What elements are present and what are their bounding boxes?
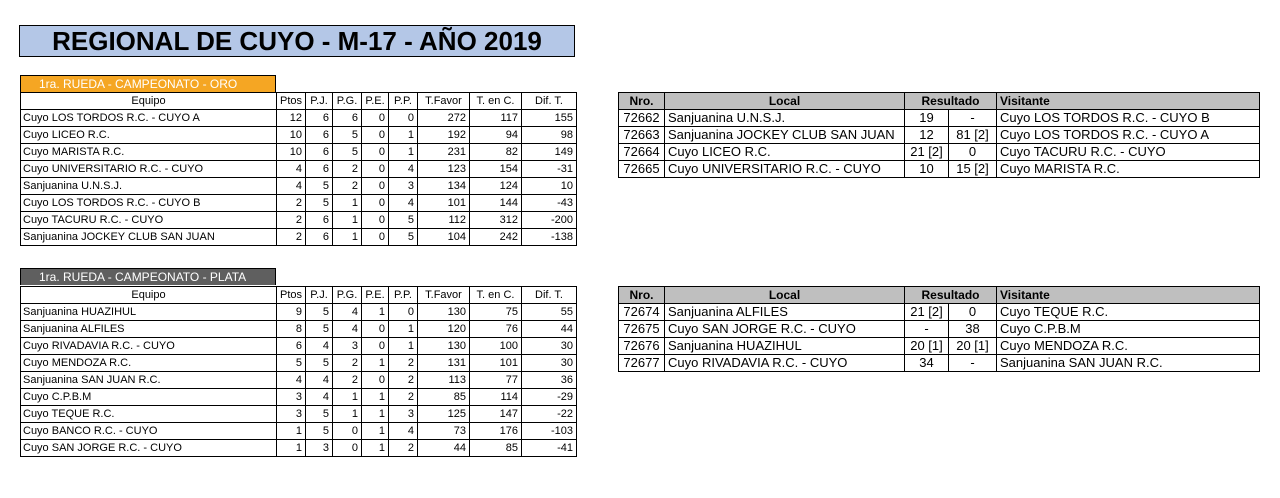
- team-name: Sanjuanina ALFILES: [21, 321, 277, 338]
- stat-cell: 12: [277, 110, 306, 127]
- stat-cell: 101: [470, 355, 522, 372]
- stat-cell: 5: [306, 355, 333, 372]
- stat-cell: 0: [362, 229, 389, 246]
- column-header: P.G.: [333, 93, 362, 110]
- column-header: Dif. T.: [522, 93, 577, 110]
- column-header: Local: [665, 287, 905, 304]
- stat-cell: 155: [522, 110, 577, 127]
- local-team: Cuyo SAN JORGE R.C. - CUYO: [665, 321, 905, 338]
- stat-cell: 1: [333, 212, 362, 229]
- stat-cell: 112: [418, 212, 470, 229]
- team-name: Cuyo C.P.B.M: [21, 389, 277, 406]
- table-row: [21, 212, 577, 229]
- stat-cell: 6: [333, 110, 362, 127]
- local-team: Sanjuanina ALFILES: [665, 304, 905, 321]
- team-name: Cuyo LOS TORDOS R.C. - CUYO B: [21, 195, 277, 212]
- stat-cell: 117: [470, 110, 522, 127]
- stat-cell: 149: [522, 144, 577, 161]
- stat-cell: 85: [418, 389, 470, 406]
- stat-cell: 2: [277, 195, 306, 212]
- local-score: 34: [905, 355, 949, 372]
- stat-cell: 6: [306, 212, 333, 229]
- table-row: [21, 440, 577, 457]
- stat-cell: 0: [362, 161, 389, 178]
- team-name: Sanjuanina U.N.S.J.: [21, 178, 277, 195]
- visitor-team: Cuyo C.P.B.M: [997, 321, 1260, 338]
- column-header: T.Favor: [418, 287, 470, 304]
- stat-cell: 0: [389, 110, 418, 127]
- local-team: Cuyo RIVADAVIA R.C. - CUYO: [665, 355, 905, 372]
- table-row: [21, 423, 577, 440]
- matches-header-row: [619, 287, 1260, 304]
- stat-cell: 4: [277, 372, 306, 389]
- stat-cell: 130: [418, 338, 470, 355]
- stat-cell: -200: [522, 212, 577, 229]
- stat-cell: 0: [333, 440, 362, 457]
- stat-cell: -103: [522, 423, 577, 440]
- stat-cell: 1: [333, 229, 362, 246]
- stat-cell: 3: [389, 406, 418, 423]
- stat-cell: -22: [522, 406, 577, 423]
- column-header: T.Favor: [418, 93, 470, 110]
- column-header: Ptos: [277, 93, 306, 110]
- visitor-score: -: [949, 355, 997, 372]
- stat-cell: 5: [306, 304, 333, 321]
- table-row: [21, 229, 577, 246]
- stat-cell: 3: [333, 338, 362, 355]
- table-row: [619, 110, 1260, 127]
- stat-cell: 131: [418, 355, 470, 372]
- local-score: 21 [2]: [905, 304, 949, 321]
- stat-cell: 2: [389, 389, 418, 406]
- stat-cell: 4: [389, 423, 418, 440]
- table-row: [21, 338, 577, 355]
- stat-cell: 0: [362, 212, 389, 229]
- stat-cell: 98: [522, 127, 577, 144]
- stat-cell: 44: [522, 321, 577, 338]
- stat-cell: 1: [389, 338, 418, 355]
- stat-cell: 104: [418, 229, 470, 246]
- stat-cell: -31: [522, 161, 577, 178]
- visitor-score: 0: [949, 304, 997, 321]
- stat-cell: 312: [470, 212, 522, 229]
- stat-cell: 1: [333, 195, 362, 212]
- match-number: 72663: [619, 127, 665, 144]
- stat-cell: 124: [470, 178, 522, 195]
- team-name: Cuyo LICEO R.C.: [21, 127, 277, 144]
- stat-cell: 30: [522, 355, 577, 372]
- match-number: 72677: [619, 355, 665, 372]
- stat-cell: 4: [333, 304, 362, 321]
- stat-cell: 4: [277, 178, 306, 195]
- visitor-score: 81 [2]: [949, 127, 997, 144]
- stat-cell: 1: [389, 321, 418, 338]
- stat-cell: 0: [389, 304, 418, 321]
- column-header: Nro.: [619, 93, 665, 110]
- stat-cell: 154: [470, 161, 522, 178]
- stat-cell: 30: [522, 338, 577, 355]
- visitor-team: Cuyo MENDOZA R.C.: [997, 338, 1260, 355]
- team-name: Sanjuanina JOCKEY CLUB SAN JUAN: [21, 229, 277, 246]
- stat-cell: 1: [333, 389, 362, 406]
- local-team: Sanjuanina U.N.S.J.: [665, 110, 905, 127]
- visitor-team: Cuyo TEQUE R.C.: [997, 304, 1260, 321]
- stat-cell: 101: [418, 195, 470, 212]
- standings-header-row: [21, 93, 577, 110]
- stat-cell: 0: [362, 195, 389, 212]
- match-number: 72665: [619, 161, 665, 178]
- table-row: [619, 127, 1260, 144]
- stat-cell: 1: [362, 304, 389, 321]
- stat-cell: 5: [389, 229, 418, 246]
- stat-cell: 5: [333, 127, 362, 144]
- column-header: Equipo: [21, 287, 277, 304]
- oro-section-label: 1ra. RUEDA - CAMPEONATO - ORO: [20, 75, 276, 92]
- column-header: P.E.: [362, 287, 389, 304]
- table-row: [619, 144, 1260, 161]
- visitor-team: Cuyo LOS TORDOS R.C. - CUYO A: [997, 127, 1260, 144]
- column-header: Visitante: [997, 287, 1260, 304]
- stat-cell: 5: [306, 423, 333, 440]
- stat-cell: 0: [362, 127, 389, 144]
- visitor-team: Cuyo LOS TORDOS R.C. - CUYO B: [997, 110, 1260, 127]
- stat-cell: 176: [470, 423, 522, 440]
- stat-cell: 4: [389, 161, 418, 178]
- stat-cell: 82: [470, 144, 522, 161]
- stat-cell: 2: [333, 178, 362, 195]
- team-name: Cuyo TEQUE R.C.: [21, 406, 277, 423]
- stat-cell: 4: [389, 195, 418, 212]
- column-header: P.G.: [333, 287, 362, 304]
- stat-cell: 0: [333, 423, 362, 440]
- stat-cell: -43: [522, 195, 577, 212]
- table-row: [21, 372, 577, 389]
- column-header: Dif. T.: [522, 287, 577, 304]
- stat-cell: 55: [522, 304, 577, 321]
- page-title: REGIONAL DE CUYO - M-17 - AÑO 2019: [19, 25, 575, 57]
- stat-cell: 100: [470, 338, 522, 355]
- stat-cell: 85: [470, 440, 522, 457]
- stat-cell: 8: [277, 321, 306, 338]
- stat-cell: 1: [389, 144, 418, 161]
- local-score: 10: [905, 161, 949, 178]
- plata-standings-table: [20, 286, 577, 457]
- stat-cell: 2: [277, 212, 306, 229]
- stat-cell: 4: [306, 389, 333, 406]
- stat-cell: 3: [277, 406, 306, 423]
- visitor-score: 0: [949, 144, 997, 161]
- stat-cell: 3: [306, 440, 333, 457]
- visitor-score: 20 [1]: [949, 338, 997, 355]
- column-header: P.E.: [362, 93, 389, 110]
- stat-cell: 114: [470, 389, 522, 406]
- stat-cell: 0: [362, 338, 389, 355]
- stat-cell: 6: [306, 110, 333, 127]
- stat-cell: 125: [418, 406, 470, 423]
- stat-cell: 144: [470, 195, 522, 212]
- oro-standings-table: [20, 92, 577, 246]
- stat-cell: 36: [522, 372, 577, 389]
- team-name: Cuyo SAN JORGE R.C. - CUYO: [21, 440, 277, 457]
- stat-cell: 134: [418, 178, 470, 195]
- stat-cell: 75: [470, 304, 522, 321]
- match-number: 72664: [619, 144, 665, 161]
- match-number: 72676: [619, 338, 665, 355]
- plata-section-label: 1ra. RUEDA - CAMPEONATO - PLATA: [20, 268, 276, 285]
- local-score: 20 [1]: [905, 338, 949, 355]
- match-number: 72662: [619, 110, 665, 127]
- stat-cell: 4: [277, 161, 306, 178]
- stat-cell: 10: [277, 127, 306, 144]
- team-name: Cuyo RIVADAVIA R.C. - CUYO: [21, 338, 277, 355]
- visitor-team: Sanjuanina SAN JUAN R.C.: [997, 355, 1260, 372]
- stat-cell: 1: [362, 355, 389, 372]
- column-header: T. en C.: [470, 93, 522, 110]
- table-row: [619, 355, 1260, 372]
- local-score: 21 [2]: [905, 144, 949, 161]
- local-score: 12: [905, 127, 949, 144]
- team-name: Cuyo MARISTA R.C.: [21, 144, 277, 161]
- team-name: Cuyo TACURU R.C. - CUYO: [21, 212, 277, 229]
- table-row: [21, 195, 577, 212]
- stat-cell: 231: [418, 144, 470, 161]
- stat-cell: 2: [389, 372, 418, 389]
- table-row: [21, 161, 577, 178]
- table-row: [21, 304, 577, 321]
- stat-cell: 5: [333, 144, 362, 161]
- table-row: [619, 321, 1260, 338]
- stat-cell: 5: [306, 178, 333, 195]
- table-row: [619, 338, 1260, 355]
- table-row: [21, 389, 577, 406]
- match-number: 72674: [619, 304, 665, 321]
- column-header: Nro.: [619, 287, 665, 304]
- stat-cell: 73: [418, 423, 470, 440]
- stat-cell: -138: [522, 229, 577, 246]
- table-row: [21, 355, 577, 372]
- stat-cell: 242: [470, 229, 522, 246]
- stat-cell: 123: [418, 161, 470, 178]
- stat-cell: 76: [470, 321, 522, 338]
- stat-cell: 6: [277, 338, 306, 355]
- stat-cell: 9: [277, 304, 306, 321]
- matches-header-row: [619, 93, 1260, 110]
- column-header: P.P.: [389, 287, 418, 304]
- stat-cell: 1: [277, 440, 306, 457]
- column-header: Resultado: [905, 287, 997, 304]
- match-number: 72675: [619, 321, 665, 338]
- stat-cell: 6: [306, 229, 333, 246]
- table-row: [21, 321, 577, 338]
- team-name: Cuyo BANCO R.C. - CUYO: [21, 423, 277, 440]
- stat-cell: 2: [333, 355, 362, 372]
- oro-matches-table: [618, 92, 1260, 178]
- stat-cell: 1: [362, 406, 389, 423]
- standings-header-row: [21, 287, 577, 304]
- stat-cell: 4: [306, 372, 333, 389]
- table-row: [21, 110, 577, 127]
- visitor-team: Cuyo TACURU R.C. - CUYO: [997, 144, 1260, 161]
- stat-cell: 6: [306, 144, 333, 161]
- stat-cell: 0: [362, 372, 389, 389]
- plata-matches-table: [618, 286, 1260, 372]
- stat-cell: 2: [333, 372, 362, 389]
- stat-cell: 5: [277, 355, 306, 372]
- column-header: Local: [665, 93, 905, 110]
- table-row: [619, 304, 1260, 321]
- stat-cell: -29: [522, 389, 577, 406]
- column-header: P.J.: [306, 287, 333, 304]
- visitor-score: -: [949, 110, 997, 127]
- local-team: Cuyo LICEO R.C.: [665, 144, 905, 161]
- visitor-score: 38: [949, 321, 997, 338]
- table-row: [21, 144, 577, 161]
- stat-cell: 147: [470, 406, 522, 423]
- stat-cell: 0: [362, 144, 389, 161]
- stat-cell: 44: [418, 440, 470, 457]
- team-name: Cuyo LOS TORDOS R.C. - CUYO A: [21, 110, 277, 127]
- stat-cell: 130: [418, 304, 470, 321]
- visitor-score: 15 [2]: [949, 161, 997, 178]
- column-header: Equipo: [21, 93, 277, 110]
- stat-cell: 2: [333, 161, 362, 178]
- team-name: Sanjuanina HUAZIHUL: [21, 304, 277, 321]
- stat-cell: 6: [306, 127, 333, 144]
- stat-cell: 10: [522, 178, 577, 195]
- stat-cell: 2: [277, 229, 306, 246]
- stat-cell: 5: [306, 195, 333, 212]
- stat-cell: 272: [418, 110, 470, 127]
- stat-cell: 94: [470, 127, 522, 144]
- stat-cell: 4: [306, 338, 333, 355]
- team-name: Sanjuanina SAN JUAN R.C.: [21, 372, 277, 389]
- stat-cell: 4: [333, 321, 362, 338]
- column-header: Visitante: [997, 93, 1260, 110]
- visitor-team: Cuyo MARISTA R.C.: [997, 161, 1260, 178]
- stat-cell: 5: [306, 321, 333, 338]
- team-name: Cuyo UNIVERSITARIO R.C. - CUYO: [21, 161, 277, 178]
- stat-cell: -41: [522, 440, 577, 457]
- table-row: [21, 178, 577, 195]
- local-team: Sanjuanina HUAZIHUL: [665, 338, 905, 355]
- stat-cell: 3: [277, 389, 306, 406]
- stat-cell: 77: [470, 372, 522, 389]
- stat-cell: 2: [389, 355, 418, 372]
- stat-cell: 120: [418, 321, 470, 338]
- local-score: -: [905, 321, 949, 338]
- stat-cell: 0: [362, 110, 389, 127]
- table-row: [619, 161, 1260, 178]
- table-row: [21, 406, 577, 423]
- stat-cell: 5: [389, 212, 418, 229]
- local-team: Sanjuanina JOCKEY CLUB SAN JUAN: [665, 127, 905, 144]
- stat-cell: 1: [362, 423, 389, 440]
- stat-cell: 1: [362, 440, 389, 457]
- column-header: P.J.: [306, 93, 333, 110]
- column-header: Resultado: [905, 93, 997, 110]
- stat-cell: 2: [389, 440, 418, 457]
- table-row: [21, 127, 577, 144]
- stat-cell: 1: [389, 127, 418, 144]
- stat-cell: 192: [418, 127, 470, 144]
- stat-cell: 1: [277, 423, 306, 440]
- local-score: 19: [905, 110, 949, 127]
- stat-cell: 1: [333, 406, 362, 423]
- column-header: P.P.: [389, 93, 418, 110]
- column-header: Ptos: [277, 287, 306, 304]
- column-header: T. en C.: [470, 287, 522, 304]
- stat-cell: 0: [362, 178, 389, 195]
- stat-cell: 3: [389, 178, 418, 195]
- stat-cell: 10: [277, 144, 306, 161]
- stat-cell: 5: [306, 406, 333, 423]
- stat-cell: 0: [362, 321, 389, 338]
- stat-cell: 6: [306, 161, 333, 178]
- stat-cell: 113: [418, 372, 470, 389]
- local-team: Cuyo UNIVERSITARIO R.C. - CUYO: [665, 161, 905, 178]
- team-name: Cuyo MENDOZA R.C.: [21, 355, 277, 372]
- stat-cell: 1: [362, 389, 389, 406]
